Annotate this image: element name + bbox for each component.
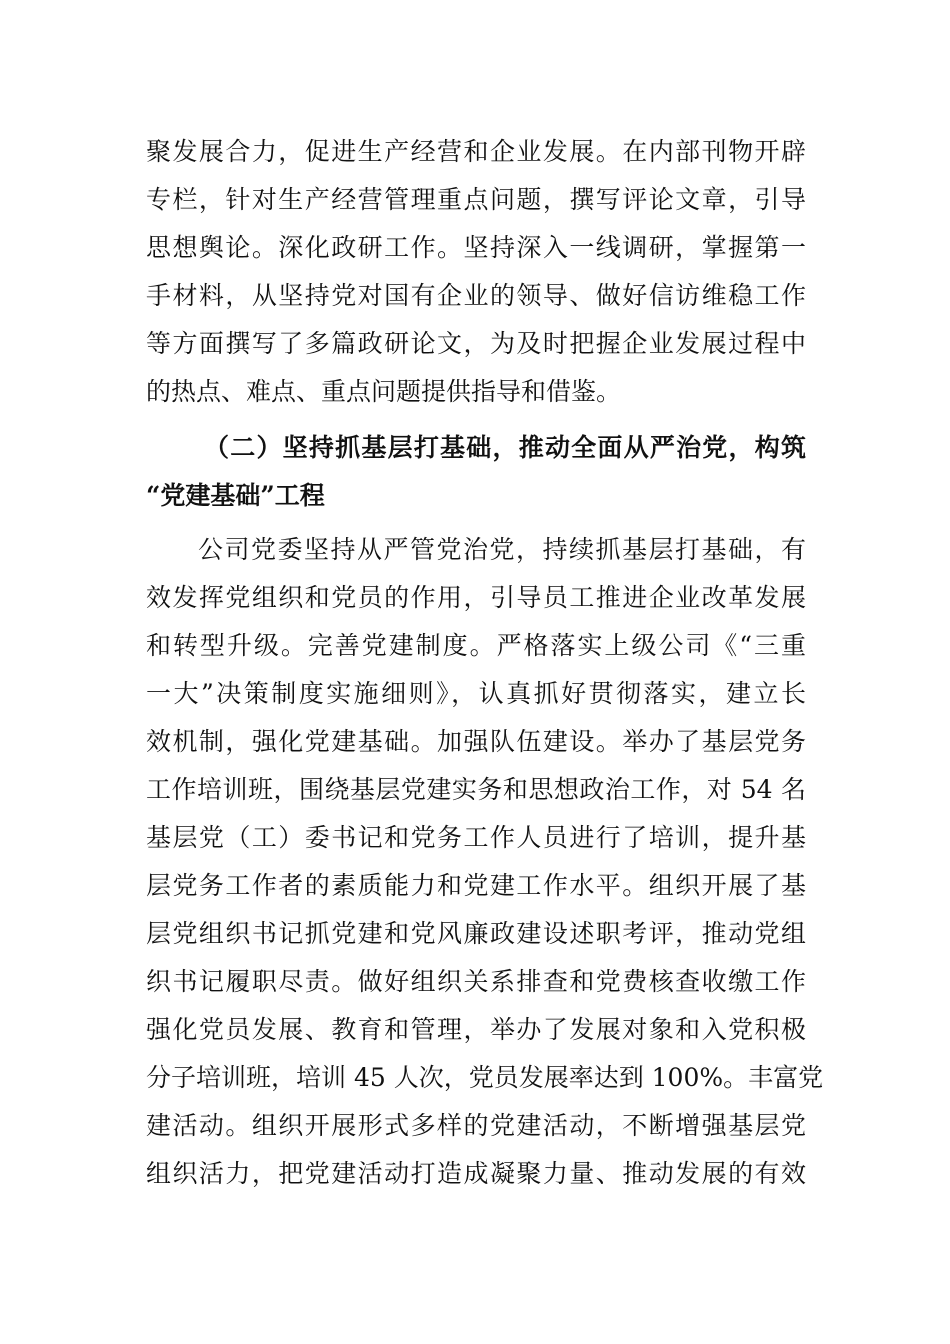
- paragraph-line: 强化党员发展、教育和管理，举办了发展对象和入党积极: [146, 1015, 806, 1044]
- paragraph-line: 一大”决策制度实施细则》，认真抓好贯彻落实，建立长: [146, 679, 806, 708]
- paragraph-line: 和转型升级。完善党建制度。严格落实上级公司《“三重: [146, 631, 806, 660]
- paragraph-line: 效机制，强化党建基础。加强队伍建设。举办了基层党务: [146, 727, 806, 756]
- paragraph-line: 公司党委坚持从严管党治党，持续抓基层打基础，有: [198, 535, 806, 564]
- paragraph-line: 效发挥党组织和党员的作用，引导员工推进企业改革发展: [146, 583, 806, 612]
- paragraph-line: 基层党（工）委书记和党务工作人员进行了培训，提升基: [146, 823, 806, 852]
- paragraph-line: 聚发展合力，促进生产经营和企业发展。在内部刊物开辟: [146, 137, 806, 166]
- paragraph-line: 层党组织书记抓党建和党风廉政建设述职考评，推动党组: [146, 919, 806, 948]
- paragraph-1: [146, 128, 806, 416]
- paragraph-line: 工作培训班，围绕基层党建实务和思想政治工作，对 54 名: [146, 775, 806, 804]
- paragraph-line: 的热点、难点、重点问题提供指导和借鉴。: [146, 377, 622, 406]
- paragraph-line: 等方面撰写了多篇政研论文，为及时把握企业发展过程中: [146, 329, 806, 358]
- paragraph-2: [146, 526, 824, 1198]
- paragraph-line: 织书记履职尽责。做好组织关系排查和党费核查收缴工作: [146, 967, 806, 996]
- section-heading: [146, 424, 806, 520]
- heading-line: “党建基础”工程: [146, 481, 325, 510]
- paragraph-line: 建活动。组织开展形式多样的党建活动，不断增强基层党: [146, 1111, 806, 1140]
- paragraph-line: 手材料，从坚持党对国有企业的领导、做好信访维稳工作: [146, 281, 806, 310]
- paragraph-line: 组织活力，把党建活动打造成凝聚力量、推动发展的有效: [146, 1159, 806, 1188]
- paragraph-line: 层党务工作者的素质能力和党建工作水平。组织开展了基: [146, 871, 806, 900]
- heading-line: （二）坚持抓基层打基础，推动全面从严治党，构筑: [204, 433, 806, 462]
- paragraph-line: 分子培训班，培训 45 人次，党员发展率达到 100%。丰富党: [146, 1063, 824, 1092]
- paragraph-line: 专栏，针对生产经营管理重点问题，撰写评论文章，引导: [146, 185, 806, 214]
- paragraph-line: 思想舆论。深化政研工作。坚持深入一线调研，掌握第一: [146, 233, 806, 262]
